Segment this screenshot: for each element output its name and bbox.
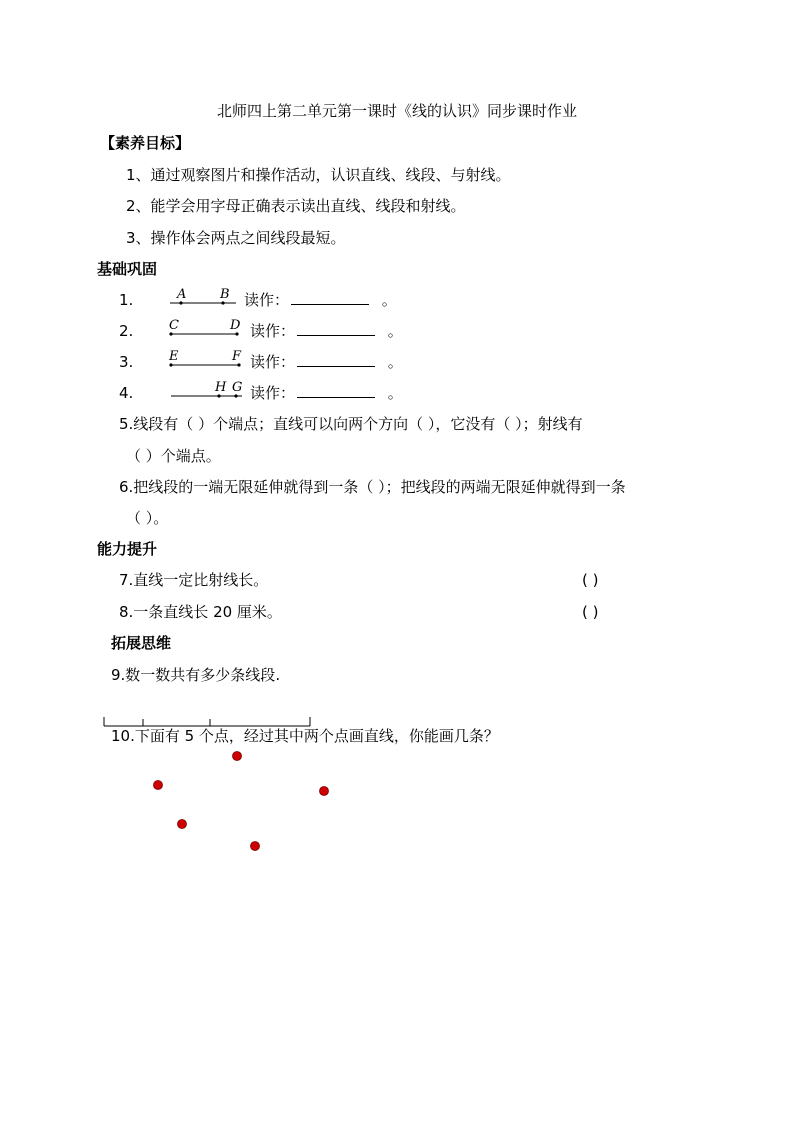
q2-answer-blank[interactable] bbox=[297, 321, 375, 336]
extend-heading: 拓展思维 bbox=[111, 634, 172, 652]
q10-dot-5 bbox=[251, 842, 260, 851]
q10-dot-1 bbox=[233, 752, 242, 761]
ability-heading: 能力提升 bbox=[97, 540, 158, 558]
goals-heading: 【素养目标】 bbox=[100, 134, 191, 152]
q1-answer: 读作： 。 bbox=[244, 291, 397, 309]
q4-letter-h: H bbox=[215, 380, 227, 395]
q4-number: 4. bbox=[119, 384, 134, 402]
q4-answer: 读作： 。 bbox=[250, 384, 403, 402]
q3-answer: 读作： 。 bbox=[250, 353, 403, 371]
goal-item-1: 1、通过观察图片和操作活动，认识直线、线段、与射线。 bbox=[126, 166, 511, 184]
q4-answer-blank[interactable] bbox=[297, 383, 375, 398]
q5-line-2: （ ）个端点。 bbox=[126, 447, 221, 465]
q2-figure bbox=[164, 315, 246, 341]
q10-dot-3 bbox=[320, 787, 329, 796]
q1-answer-blank[interactable] bbox=[291, 290, 369, 305]
basic-heading: 基础巩固 bbox=[97, 260, 158, 278]
q10-text: 10.下面有 5 个点，经过其中两个点画直线，你能画几条？ bbox=[111, 727, 499, 745]
q2-letter-c: C bbox=[169, 318, 179, 333]
q6-line-2: （ ）。 bbox=[126, 509, 169, 527]
q1-figure bbox=[164, 284, 242, 310]
q8-text: 8.一条直线长 20 厘米。 bbox=[119, 603, 282, 621]
q3-letter-e: E bbox=[169, 349, 179, 364]
q3-figure bbox=[164, 346, 246, 372]
q4-letter-g: G bbox=[232, 380, 243, 395]
q5-line-1: 5.线段有（ ）个端点；直线可以向两个方向（ ），它没有（ ）；射线有 bbox=[119, 415, 583, 433]
q2-number: 2. bbox=[119, 322, 134, 340]
page-title: 北师四上第二单元第一课时《线的认识》同步课时作业 bbox=[216, 102, 577, 120]
q1-letter-a: A bbox=[177, 287, 187, 302]
q1-number: 1. bbox=[119, 291, 134, 309]
q6-line-1: 6.把线段的一端无限延伸就得到一条（ ）；把线段的两端无限延伸就得到一条 bbox=[119, 478, 626, 496]
q3-number: 3. bbox=[119, 353, 134, 371]
q3-answer-blank[interactable] bbox=[297, 352, 375, 367]
q1-letter-b: B bbox=[220, 287, 230, 302]
goal-item-3: 3、操作体会两点之间线段最短。 bbox=[126, 229, 346, 247]
q2-answer: 读作： 。 bbox=[250, 322, 403, 340]
q7-answer-paren[interactable]: ( ) bbox=[582, 571, 599, 589]
q7-text: 7.直线一定比射线长。 bbox=[119, 571, 269, 589]
q9-text: 9.数一数共有多少条线段. bbox=[111, 666, 281, 684]
q10-dot-2 bbox=[154, 781, 163, 790]
q10-dots-figure bbox=[140, 740, 340, 860]
goal-item-2: 2、能学会用字母正确表示读出直线、线段和射线。 bbox=[126, 197, 466, 215]
q10-dot-4 bbox=[178, 820, 187, 829]
q2-letter-d: D bbox=[230, 318, 241, 333]
q3-letter-f: F bbox=[232, 349, 242, 364]
q4-figure bbox=[164, 377, 246, 403]
q8-answer-paren[interactable]: ( ) bbox=[582, 603, 599, 621]
